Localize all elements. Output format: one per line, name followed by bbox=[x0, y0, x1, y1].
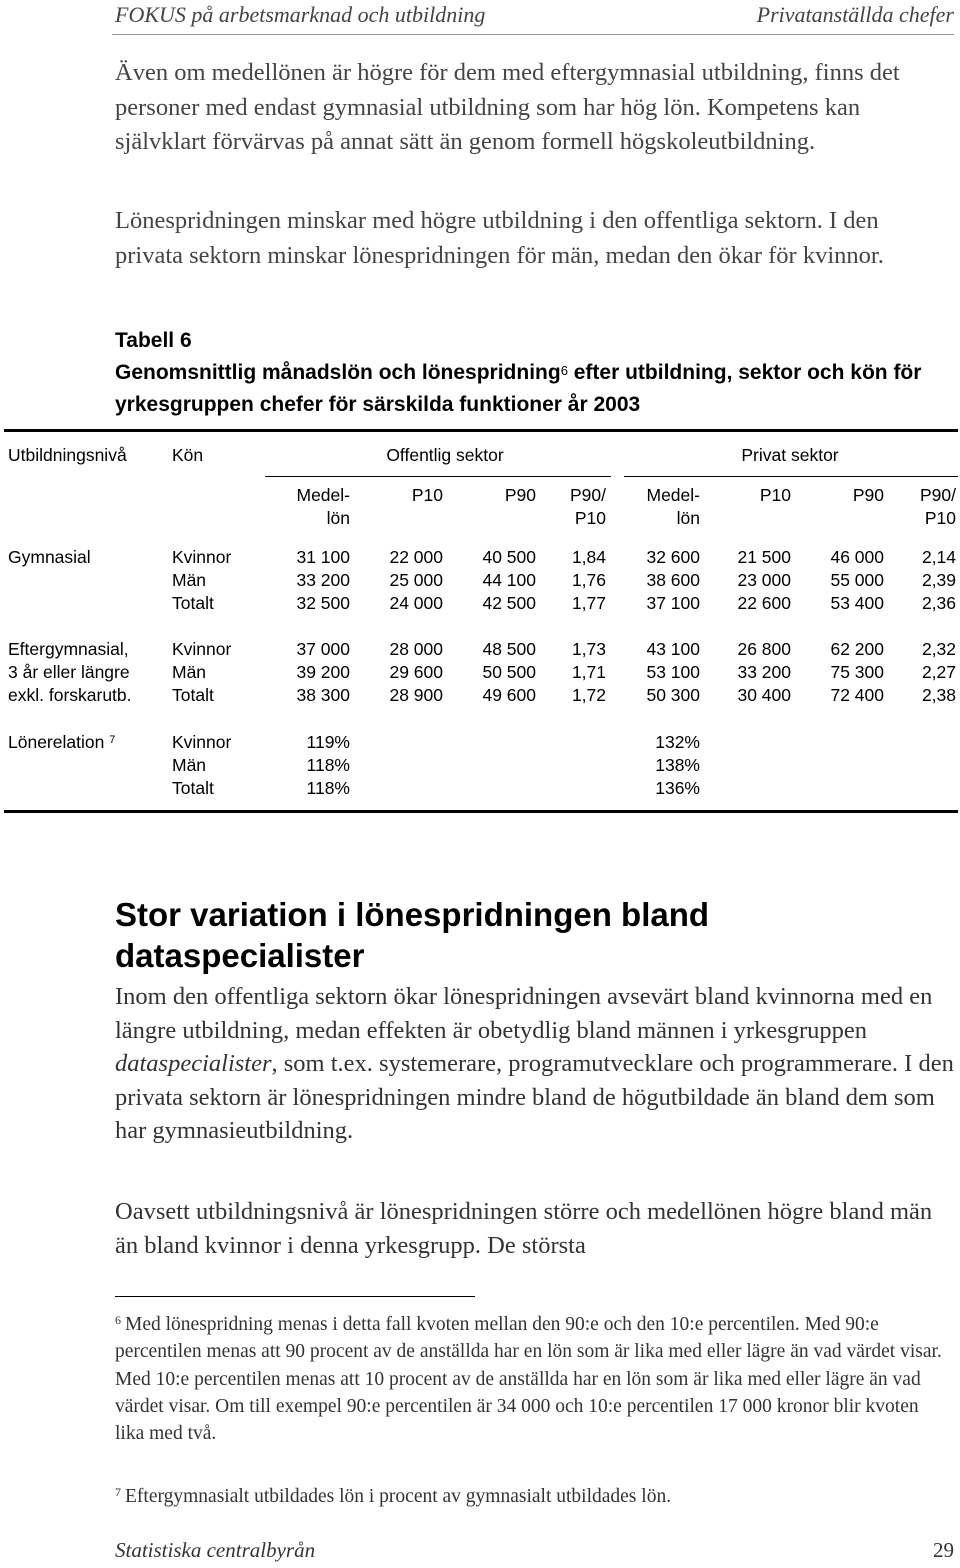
relation-public: 118% bbox=[306, 755, 350, 775]
table-cell: 44 100 bbox=[482, 570, 536, 590]
table-top-rule bbox=[4, 429, 958, 432]
section-paragraph-1-part-b: , som t.ex. systemerare, programutvecklare och programmerare. I den privata sektorn är lönespridningen mindre bland de högutbildade än bland dem som har gymnasieutbildning. bbox=[115, 1050, 954, 1145]
col-header-gender: Kön bbox=[172, 445, 204, 465]
section-heading: Stor variation i lönespridningen bland dataspecialister bbox=[115, 896, 710, 974]
table-caption-part-b: efter utbildning, sektor och kön för yrkesgruppen chefer för särskilda funktioner år 2003 bbox=[115, 361, 922, 416]
row-gender: Män bbox=[172, 570, 207, 590]
row-group-label: 3 år eller längre bbox=[8, 662, 130, 682]
row-gender: Kvinnor bbox=[172, 639, 232, 659]
relation-private: 136% bbox=[655, 778, 700, 798]
intro-paragraph-1: Även om medellönen är högre för dem med eftergymnasial utbildning, finns det personer med endast gymnasial utbildning som har hög lön. Kompetens kan självklart förvärvas på annat sätt än genom formell högskoleutbildning. bbox=[115, 59, 900, 155]
table-cell: 2,32 bbox=[921, 639, 956, 659]
table-cell: 30 400 bbox=[737, 685, 791, 705]
relation-footnote-ref: 7 bbox=[109, 734, 116, 746]
footer-page-number: 29 bbox=[933, 1538, 954, 1562]
table-cell: 50 500 bbox=[482, 662, 536, 682]
sub-header-cell: P10 bbox=[924, 508, 956, 528]
table-cell: 28 900 bbox=[389, 685, 443, 705]
sub-header-cell: lön bbox=[326, 508, 350, 528]
table-cell: 1,76 bbox=[571, 570, 606, 590]
table-cell: 2,36 bbox=[921, 593, 956, 613]
sub-header-cell: P90/ bbox=[570, 485, 606, 505]
table-cell: 2,14 bbox=[921, 547, 956, 567]
sub-header-cell: P10 bbox=[759, 485, 791, 505]
relation-public: 118% bbox=[306, 778, 350, 798]
table-cell: 33 200 bbox=[296, 570, 350, 590]
table-cell: 75 300 bbox=[830, 662, 884, 682]
sub-header-cell: Medel- bbox=[646, 485, 700, 505]
private-sector-underline bbox=[624, 476, 958, 477]
footer-publisher: Statistiska centralbyrån bbox=[115, 1538, 316, 1562]
public-sector-underline bbox=[265, 476, 611, 477]
table-cell: 39 200 bbox=[296, 662, 350, 682]
header-divider bbox=[112, 34, 954, 35]
sub-header-cell: lön bbox=[676, 508, 700, 528]
footnote-6-text: Med lönespridning menas i detta fall kvoten mellan den 90:e och den 10:e percentilen. Med 90:e percentilen menas att 90 procent av de anställda har en lön som är lika med eller lägre än vad värdet visar. Med 10:e percentilen menas att 10 procent av de anställda har en lön som är lika med eller lägre än vad värdet visar. Om till exempel 90:e percentilen är 34 000 och 10:e percentilen 17 000 kronor blir kvoten lika med två. bbox=[115, 1314, 942, 1445]
table-cell: 40 500 bbox=[482, 547, 536, 567]
table-cell: 1,71 bbox=[571, 662, 606, 682]
row-group-label: exkl. forskarutb. bbox=[8, 685, 132, 705]
section-paragraph-1-emphasis: dataspecialister bbox=[115, 1050, 272, 1078]
relation-gender: Kvinnor bbox=[172, 732, 232, 752]
col-header-public: Offentlig sektor bbox=[386, 445, 504, 465]
table-caption-footnote-ref: 6 bbox=[560, 363, 568, 378]
row-group-label: Eftergymnasial, bbox=[8, 639, 129, 659]
table-cell: 2,38 bbox=[921, 685, 956, 705]
row-gender: Kvinnor bbox=[172, 547, 232, 567]
table-caption-part-a: Genomsnittlig månadslön och lönespridning bbox=[115, 361, 561, 384]
table-cell: 1,72 bbox=[571, 685, 606, 705]
table-cell: 46 000 bbox=[830, 547, 884, 567]
table-cell: 43 100 bbox=[646, 639, 700, 659]
table-cell: 53 100 bbox=[646, 662, 700, 682]
table-cell: 24 000 bbox=[389, 593, 443, 613]
sub-header-cell: P10 bbox=[574, 508, 606, 528]
table-caption bbox=[115, 357, 955, 421]
sub-header-cell: P90/ bbox=[920, 485, 956, 505]
relation-label-text: Lönerelation bbox=[8, 732, 105, 752]
footnote-divider bbox=[115, 1296, 475, 1297]
footnote-7 bbox=[115, 1483, 945, 1510]
table-cell: 38 300 bbox=[296, 685, 350, 705]
table-cell: 1,77 bbox=[571, 593, 606, 613]
relation-private: 138% bbox=[655, 755, 700, 775]
footnote-6 bbox=[115, 1311, 945, 1447]
table-cell: 50 300 bbox=[646, 685, 700, 705]
section-paragraph-1-part-a: Inom den offentliga sektorn ökar lönespridningen avsevärt bland kvinnorna med en längre utbildning, medan effekten är obetydlig bland männen i yrkesgruppen bbox=[115, 983, 933, 1044]
table-cell: 2,27 bbox=[921, 662, 956, 682]
row-gender: Män bbox=[172, 662, 207, 682]
table-cell: 32 500 bbox=[296, 593, 350, 613]
table-cell: 22 600 bbox=[737, 593, 791, 613]
table-cell: 42 500 bbox=[482, 593, 536, 613]
table-cell: 37 100 bbox=[646, 593, 700, 613]
footnote-6-number: 6 bbox=[115, 1313, 121, 1327]
table-label: Tabell 6 bbox=[115, 329, 192, 352]
running-header-left: FOKUS på arbetsmarknad och utbildning bbox=[115, 2, 486, 27]
col-header-private: Privat sektor bbox=[741, 445, 839, 465]
table-cell: 29 600 bbox=[389, 662, 443, 682]
table-cell: 53 400 bbox=[830, 593, 884, 613]
relation-gender: Totalt bbox=[172, 778, 214, 798]
section-paragraph-2: Oavsett utbildningsnivå är lönespridningen större och medellönen högre bland män än bland kvinnor i denna yrkesgrupp. De största bbox=[115, 1198, 933, 1259]
table-cell: 23 000 bbox=[737, 570, 791, 590]
table-bottom-rule bbox=[4, 810, 958, 813]
table-cell: 1,73 bbox=[571, 639, 606, 659]
relation-label bbox=[8, 731, 115, 754]
table-cell: 62 200 bbox=[830, 639, 884, 659]
section-paragraph-1 bbox=[115, 980, 955, 1148]
relation-gender: Män bbox=[172, 755, 207, 775]
table-cell: 72 400 bbox=[830, 685, 884, 705]
table-cell: 37 000 bbox=[296, 639, 350, 659]
sub-header-cell: P10 bbox=[411, 485, 443, 505]
sub-header-cell: Medel- bbox=[296, 485, 350, 505]
table-cell: 1,84 bbox=[571, 547, 606, 567]
relation-private: 132% bbox=[655, 732, 700, 752]
relation-public: 119% bbox=[306, 732, 350, 752]
footnote-7-text: Eftergymnasialt utbildades lön i procent av gymnasialt utbildades lön. bbox=[125, 1486, 672, 1507]
table-cell: 38 600 bbox=[646, 570, 700, 590]
sub-header-cell: P90 bbox=[852, 485, 884, 505]
table-cell: 26 800 bbox=[737, 639, 791, 659]
table-cell: 25 000 bbox=[389, 570, 443, 590]
table-cell: 49 600 bbox=[482, 685, 536, 705]
table-cell: 28 000 bbox=[389, 639, 443, 659]
col-header-level: Utbildningsnivå bbox=[8, 445, 127, 465]
table-cell: 31 100 bbox=[296, 547, 350, 567]
table-cell: 48 500 bbox=[482, 639, 536, 659]
table-cell: 21 500 bbox=[737, 547, 791, 567]
intro-paragraph-2: Lönespridningen minskar med högre utbildning i den offentliga sektorn. I den privata sektorn minskar lönespridningen för män, medan den ökar för kvinnor. bbox=[115, 207, 884, 269]
table-cell: 55 000 bbox=[830, 570, 884, 590]
table-cell: 2,39 bbox=[921, 570, 956, 590]
row-group-label: Gymnasial bbox=[8, 547, 91, 567]
running-header-right: Privatanställda chefer bbox=[756, 2, 954, 27]
table-cell: 32 600 bbox=[646, 547, 700, 567]
table-cell: 22 000 bbox=[389, 547, 443, 567]
row-gender: Totalt bbox=[172, 593, 214, 613]
sub-header-cell: P90 bbox=[504, 485, 536, 505]
row-gender: Totalt bbox=[172, 685, 214, 705]
footnote-7-number: 7 bbox=[115, 1485, 121, 1499]
table-cell: 33 200 bbox=[737, 662, 791, 682]
